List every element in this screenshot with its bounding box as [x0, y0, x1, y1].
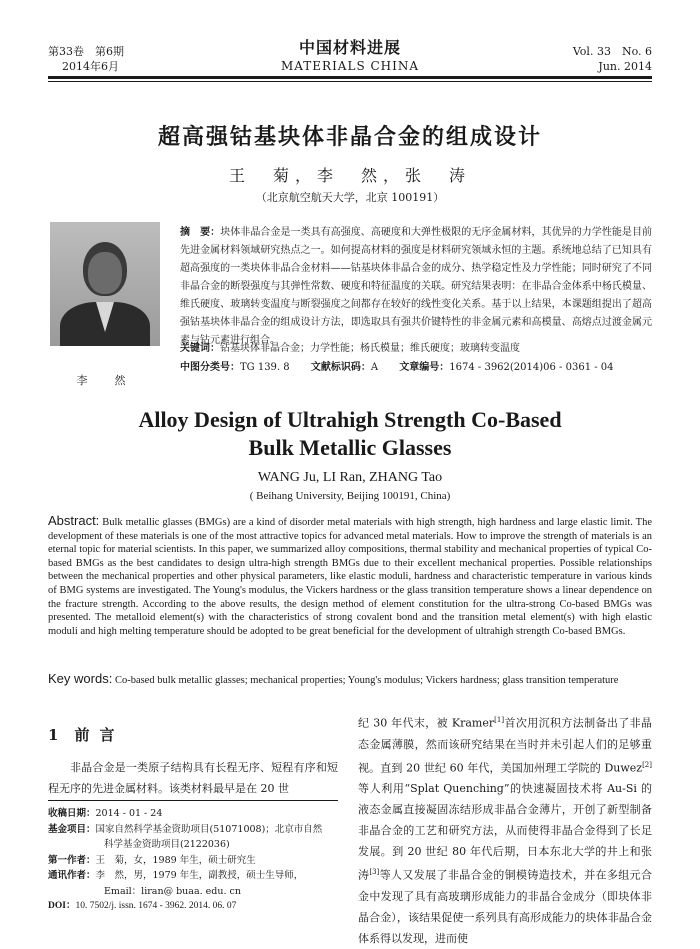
abstract-en-text: Bulk metallic glasses (BMGs) are a kind of disorder metal materials with high strength, high hardness and large elastic limit. The development of these materials is one of the most attractive topics for advanced metal materials. How to improve the strength of materials is an eternal topic for material scientists. In this paper, we summarized alloy compositions, thermal stability and mechanical properties of typical Co-based BMGs as the best candidates to design ultra-high strength BMGs due to their excellent mechanical properties. Possible relationships between the mechanical properties and other physical parameters, like elastic moduli, hardness and characteristic temperature in various kinds of BMG systems are investigated. The Young's modulus, the Vickers hardness or the glass transition temperature shows a linear dependence on the fracture strength. According to the above results, the design method of element constitution for the ultra-strong Co-based BMGs was presented. The metalloid element(s) with the characteristics of strong covalent bond and the transition metal element(s) with high elastic moduli and high melting temperature should be adopted to be great beneficial for the development of ultrahigh strength Co-based BMGs.	[48, 517, 652, 637]
section-heading-intro	[48, 724, 338, 745]
photo-caption: 李 然	[76, 374, 134, 387]
abstract-cn-text: 块体非晶合金是一类具有高强度、高硬度和大弹性极限的无序金属材料，其优异的力学性能是目前先进金属材料领域研究热点之一。如何提高材料的强度是材料研究领域永恒的主题。系统地总结了已知具有超高强度的一类块体非晶合金材料——钴基块体非晶合金的成分、热学稳定性及力学性能；同时研究了不同非晶合金的断裂强度与其弹性常数、硬度和特征温度的关联。研究结果表明：在非晶合金体系中杨氏模量、维氏硬度、玻璃转变温度与断裂强度之间都存在较好的线性变化关系。基于以上结果，本课题组提出了超高强钴基块体非晶合金的组成设计方法，即选取具有强共价键特性的非金属元素和高模量、高熔点过渡金属元素与钴元素进行组合。	[180, 227, 653, 346]
abstract-cn-label: 摘 要：	[180, 227, 221, 238]
authors-en: WANG Ju, LI Ran, ZHANG Tao	[257, 470, 443, 485]
footnotes	[48, 806, 338, 915]
citation-3[interactable]: [3]	[369, 868, 380, 877]
footnote-doi: DOI： 10. 7502/j. issn. 1674 - 3962. 2014. 06. 07	[48, 899, 338, 915]
header-volume-en: Vol. 33 No. 6	[572, 45, 652, 58]
section-title: 前言	[74, 726, 125, 744]
journal-masthead	[240, 38, 460, 74]
clc-number: 中图分类号：TG 139. 8	[180, 362, 290, 373]
paper-title-en-line2: Bulk Metallic Glasses	[248, 435, 452, 460]
section-number: 1	[48, 726, 59, 744]
authors-cn: 王 菊，李 然，张 涛	[228, 166, 471, 185]
affiliation-cn: （北京航空航天大学，北京 100191）	[255, 191, 445, 204]
keywords-cn-text: 钴基块体非晶合金；力学性能；杨氏模量；维氏硬度；玻璃转变温度	[220, 343, 520, 354]
keywords-en-label: Key words:	[48, 671, 113, 686]
keywords-cn-label: 关键词：	[180, 343, 220, 354]
classification-cn	[180, 360, 652, 376]
footnote-first-author: 第一作者： 王 菊，女，1989 年生，硕士研究生	[48, 854, 256, 866]
article-number: 文章编号：1674 - 3962(2014)06 - 0361 - 04	[399, 362, 614, 373]
body-left-column	[48, 716, 338, 799]
author-photo	[50, 222, 160, 346]
header-date-cn: 2014年6月	[62, 60, 119, 73]
journal-name-cn: 中国材料进展	[298, 38, 401, 57]
intro-paragraph-continued: 纪 30 年代末，被 Kramer[1]首次用沉积方法制备出了非晶态金属薄膜，然而该研究结果在当时并未引起人们的足够重视。直到 20 世纪 60 年代，美国加州理工学院的 Duwez[2]等人利用“Splat Quenching”的快速凝固技术将 Au-Si 的液态金属直接凝固冻结形成非晶合金薄片，开创了新型制备非晶合金的工艺和研究方法，从而使得非晶合金得到了长足发展。到 20 世纪 80 年代后期，日本东北大学的井上和张涛[3]等人又发展了非晶合金的铜模铸造技术，并在多组元合金中发现了具有高玻璃形成能力的非晶合金成分（即块体非晶合金），该结果促使一系列具有高形成能力的块体非晶合金体系得以发现，进而使	[358, 716, 653, 945]
header-volume-cn: 第33卷 第6期	[48, 45, 124, 58]
header-date-en: Jun. 2014	[598, 60, 652, 73]
body-right-column	[358, 710, 652, 949]
header-rule-thin	[48, 81, 652, 82]
keywords-cn	[180, 341, 652, 357]
photo-face-shape	[88, 252, 122, 294]
footnote-fund: 基金项目： 国家自然科学基金资助项目(51071008)；北京市自然	[48, 823, 323, 835]
citation-2[interactable]: [2]	[642, 760, 652, 769]
header-volume-issue	[48, 44, 124, 74]
paper-title-en	[48, 406, 652, 462]
footnote-rule	[48, 800, 338, 801]
footnote-email[interactable]: Email：liran@ buaa. edu. cn	[104, 885, 241, 897]
document-code: 文献标识码：A	[310, 362, 379, 373]
footnote-fund-cont: 科学基金资助项目(2122036)	[104, 839, 230, 850]
abstract-cn	[180, 224, 652, 350]
doi-link[interactable]: 10. 7502/j. issn. 1674 - 3962. 2014. 06. 07	[75, 901, 237, 911]
abstract-en	[48, 514, 652, 638]
paper-title-cn: 超高强钴基块体非晶合金的组成设计	[157, 124, 542, 150]
intro-paragraph: 非晶合金是一类原子结构具有长程无序、短程有序和短程无序的先进金属材料。该类材料最早是在 20 世	[48, 761, 338, 795]
footnote-received: 收稿日期： 2014 - 01 - 24	[48, 808, 163, 819]
keywords-en	[48, 672, 652, 688]
header-rule-thick	[48, 76, 652, 79]
paper-title-en-line1: Alloy Design of Ultrahigh Strength Co-Based	[138, 407, 562, 432]
footnote-corresponding-author: 通讯作者： 李 然，男，1979 年生，副教授，硕士生导师，	[48, 870, 304, 881]
affiliation-en: ( Beihang University, Beijing 100191, China)	[249, 490, 451, 502]
header-volume-issue-en	[573, 44, 652, 74]
citation-1[interactable]: [1]	[494, 716, 505, 724]
keywords-en-text: Co-based bulk metallic glasses; mechanical properties; Young's modulus; Vickers hardness; glass transition temperature	[112, 675, 619, 686]
journal-name-en: MATERIALS CHINA	[280, 59, 420, 73]
abstract-en-label: Abstract:	[48, 513, 100, 528]
